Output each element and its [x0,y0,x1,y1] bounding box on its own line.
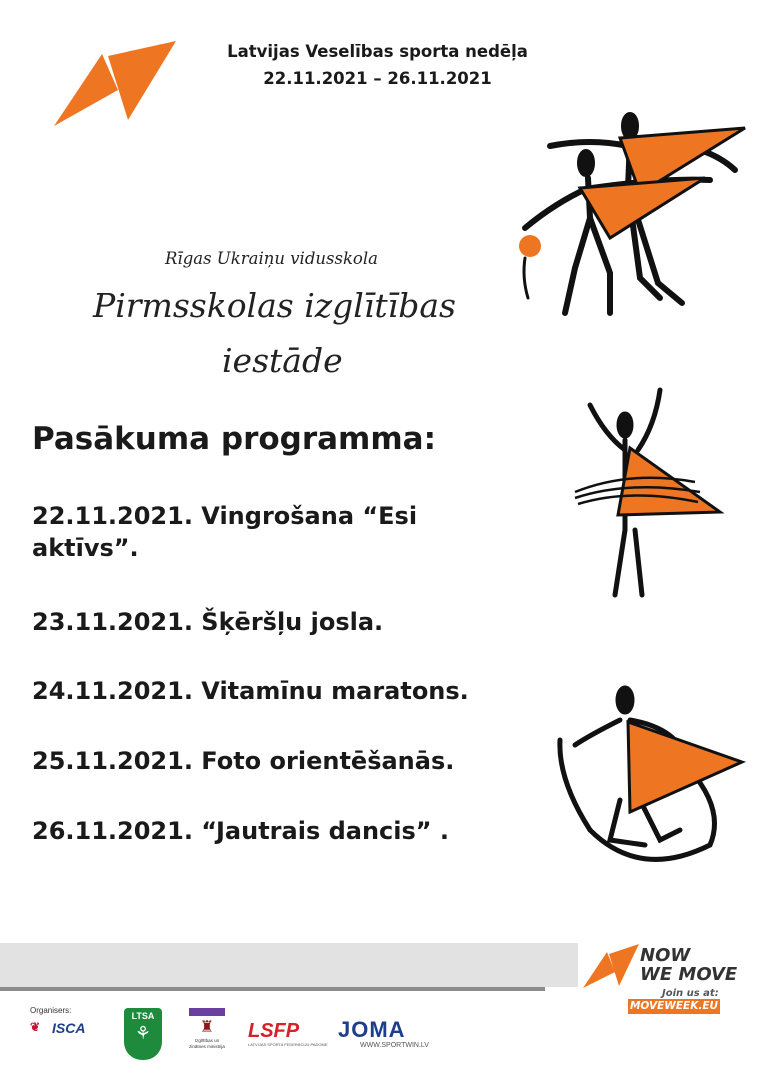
we-move-label: WE MOVE [640,964,738,985]
figures-with-ball-illustration [510,108,755,333]
event-title: Latvijas Veselības sporta nedēļa [227,42,528,61]
event-dates: 22.11.2021 – 26.11.2021 [263,69,492,88]
now-we-move-logo-icon [581,942,641,992]
department-title-2: iestāde [222,341,343,380]
lsfp-logo: LSFP LATVIJAS SPORTA FEDERĀCIJU PADOME [248,1020,328,1047]
ltsa-logo: LTSA ⚘ [124,1008,162,1060]
now-label: NOW [640,945,691,966]
school-name: Rīgas Ukraiņu vidusskola [165,249,378,268]
ministry-logo: ♜ Izglītības un zinātnes ministrija [188,1008,226,1063]
program-item-1: 22.11.2021. Vingrošana “Esi aktīvs”. [32,502,418,562]
joma-logo: JOMA WWW.SPORTWIN.LV [338,1017,429,1049]
join-label: Join us at: [662,988,719,999]
footer-band [0,943,578,987]
isca-logo: ❦ ISCA [30,1020,86,1036]
program-item-4: 25.11.2021. Foto orientēšanās. [32,747,455,775]
department-title: Pirmsskolas izglītības [93,286,456,325]
hula-hoop-figure-illustration [570,380,730,602]
program-item-2: 23.11.2021. Šķēršļu josla. [32,608,384,636]
program-item-3: 24.11.2021. Vitamīnu maratons. [32,677,469,705]
footer-band-shadow [0,987,545,991]
organisers-label: Organisers: [30,1006,72,1015]
skipping-rope-figure-illustration [550,680,750,875]
program-item-5: 26.11.2021. “Jautrais dancis” . [32,817,450,845]
moveweek-url[interactable]: MOVEWEEK.EU [629,1000,719,1012]
program-title: Pasākuma programma: [32,421,436,457]
